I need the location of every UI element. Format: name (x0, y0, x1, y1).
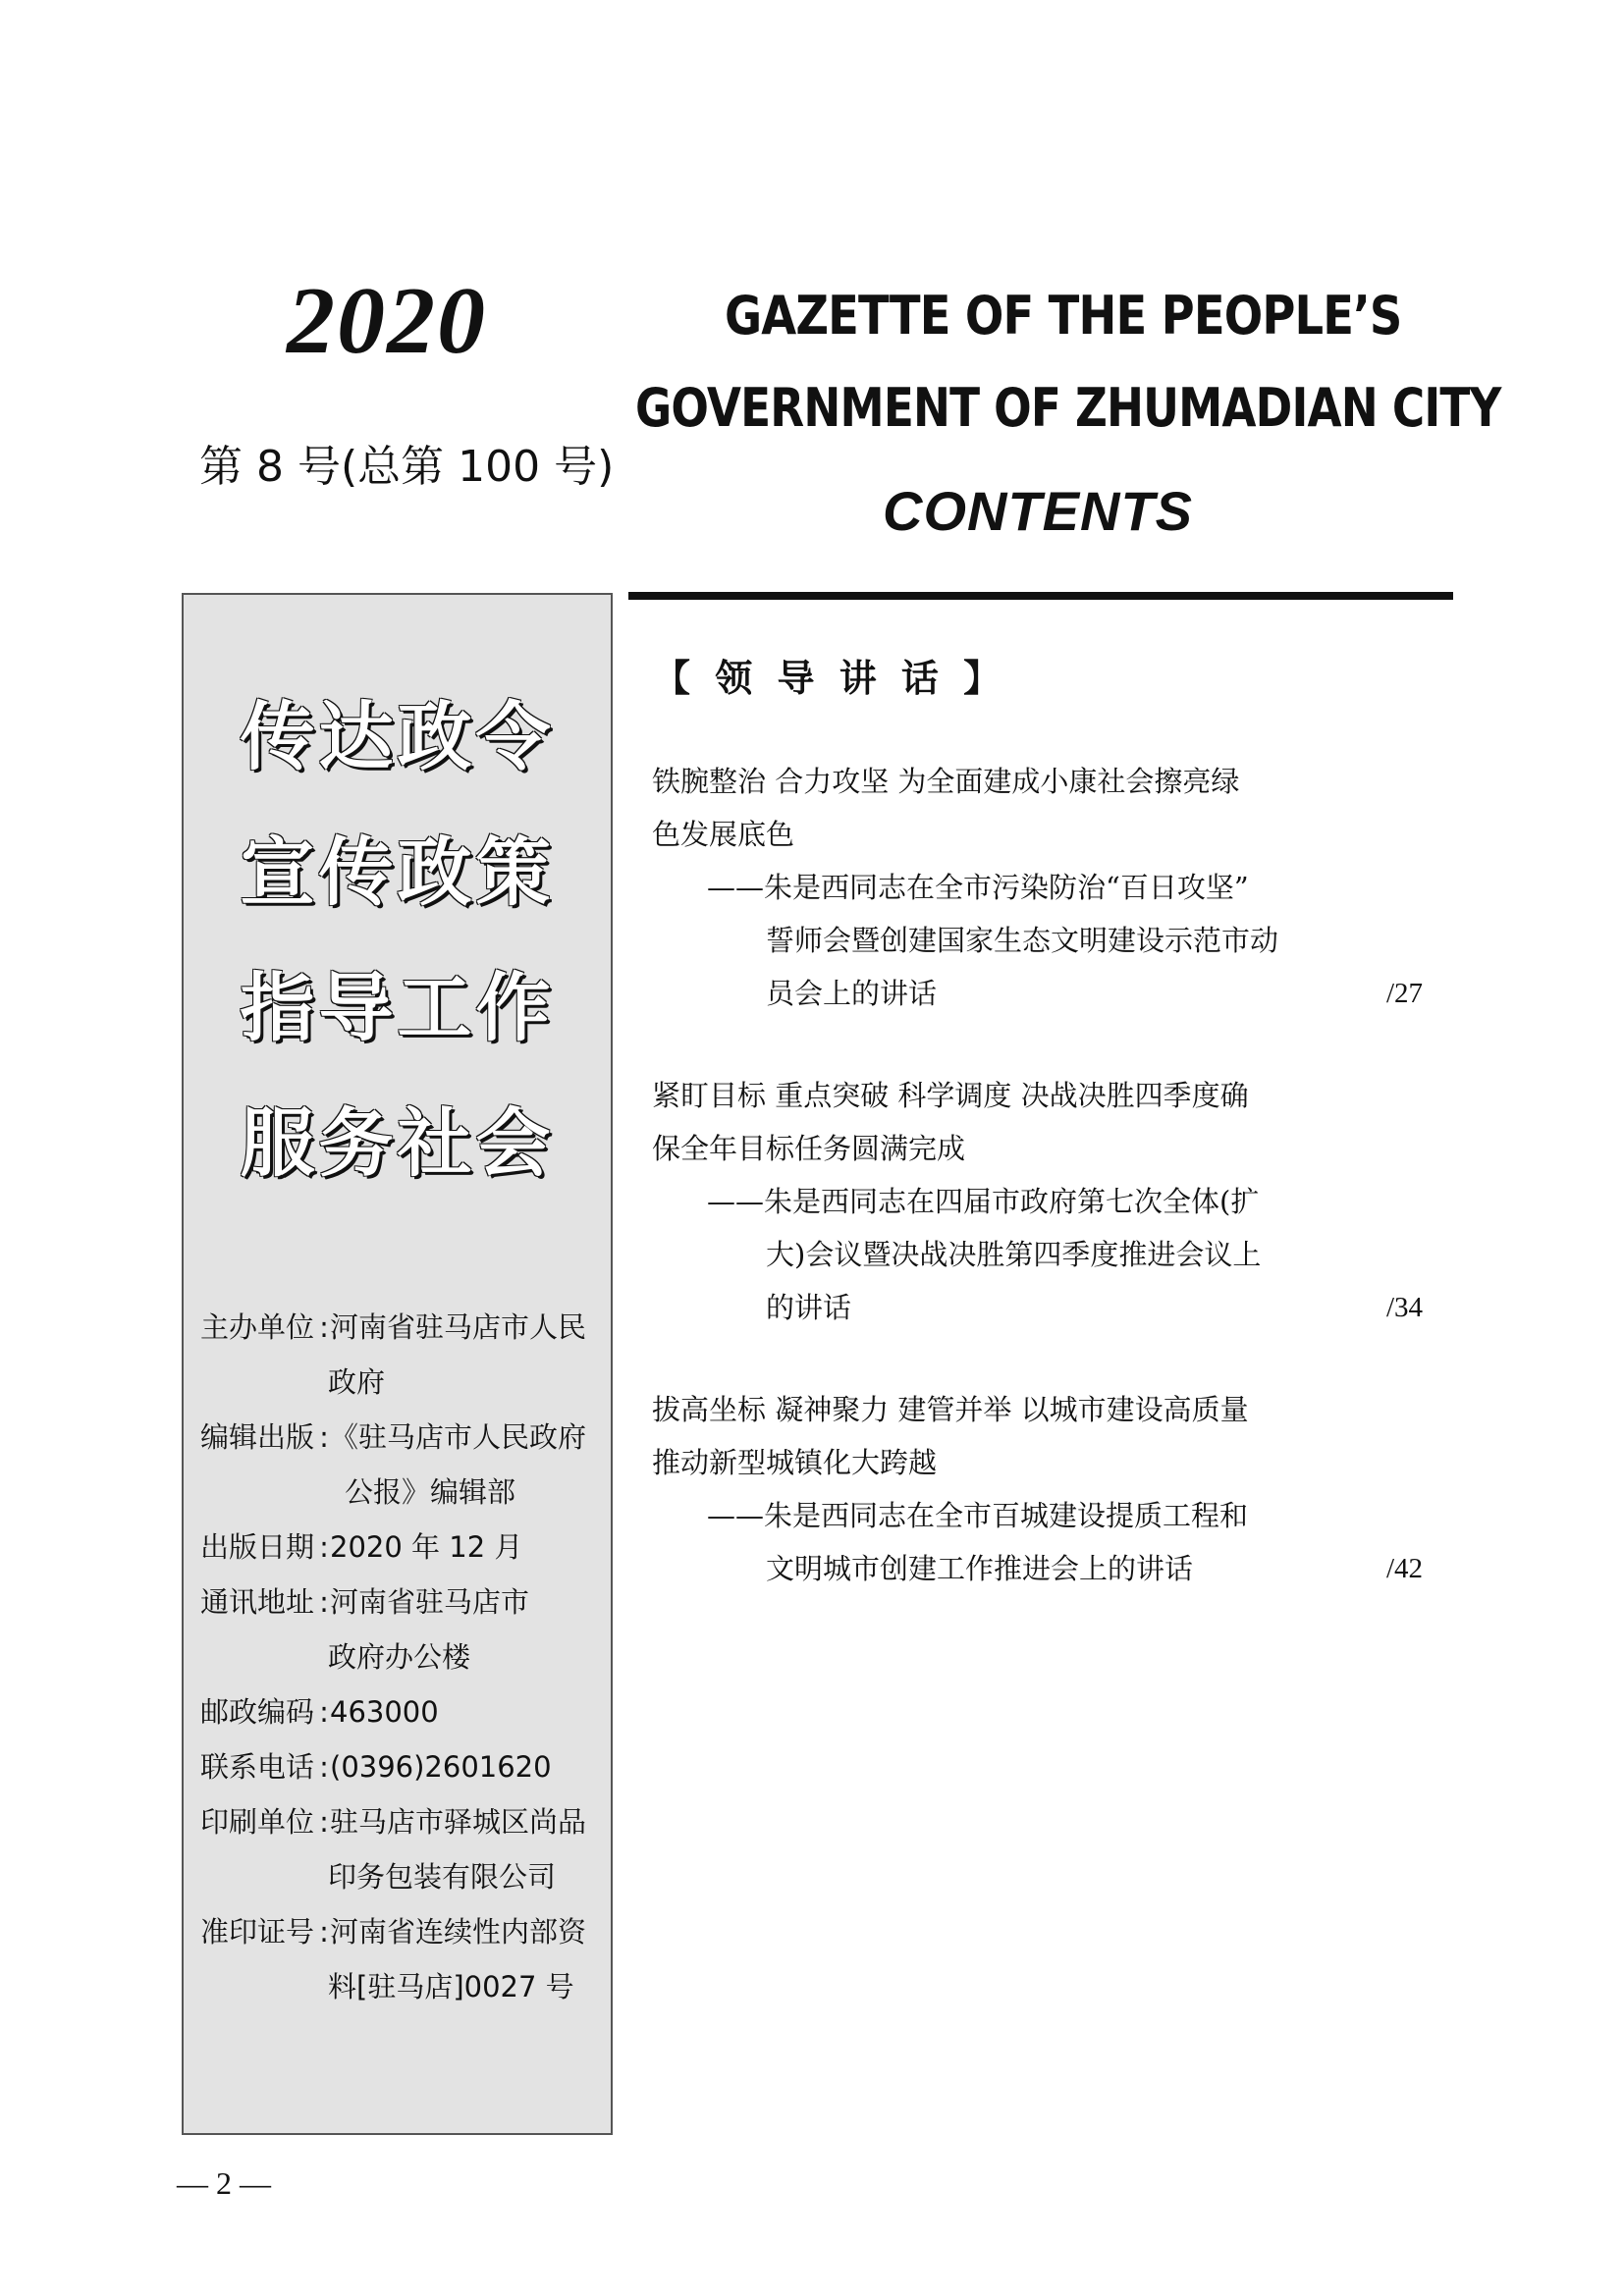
toc-entry-speaker: 大)会议暨决战决胜第四季度推进会议上 (766, 1238, 1262, 1271)
toc-entry-speaker: ——朱是西同志在全市百城建设提质工程和 (707, 1499, 1249, 1532)
toc-page-number[interactable]: /27 (1386, 978, 1424, 1009)
info-address: 通讯地址 :河南省驻马店市 (200, 1582, 529, 1622)
info-value-cont: 印务包装有限公司 (328, 1860, 557, 1894)
info-postcode: 邮政编码 :463000 (200, 1692, 439, 1732)
info-value-cont: 公报》编辑部 (345, 1475, 516, 1509)
info-phone: 联系电话 :(0396)2601620 (200, 1747, 552, 1787)
section-heading: 【 领 导 讲 话 】 (653, 657, 1007, 700)
info-publisher: 编辑出版 :《驻马店市人民政府 (200, 1417, 586, 1457)
toc-entry-title[interactable]: 紧盯目标 重点突破 科学调度 决战决胜四季度确 (652, 1079, 1249, 1112)
info-label: 准印证号 (200, 1915, 315, 1949)
toc-entry-title[interactable]: 保全年目标任务圆满完成 (652, 1132, 966, 1165)
info-label: 联系电话 (200, 1750, 315, 1784)
info-label: 出版日期 (200, 1530, 315, 1564)
info-value: 2020 年 12 月 (330, 1530, 523, 1564)
info-value: (0396)2601620 (330, 1750, 552, 1784)
info-printer: 印刷单位 :驻马店市驿城区尚品 (200, 1802, 586, 1842)
info-value: 河南省连续性内部资 (330, 1915, 587, 1949)
gazette-title-line-2: GOVERNMENT OF ZHUMADIAN CITY (635, 377, 1501, 439)
issue-number: 第 8 号(总第 100 号) (199, 442, 615, 492)
toc-entry-speaker: 员会上的讲话 (766, 977, 938, 1010)
toc-entry-title[interactable]: 推动新型城镇化大跨越 (652, 1446, 938, 1479)
info-date: 出版日期 :2020 年 12 月 (200, 1527, 522, 1567)
contents-heading: CONTENTS (883, 480, 1193, 542)
slogan-1: 传达政令 (240, 693, 555, 780)
info-value: 《驻马店市人民政府 (330, 1420, 587, 1454)
toc-page-number[interactable]: /34 (1386, 1292, 1424, 1323)
toc-entry-title[interactable]: 铁腕整治 合力攻坚 为全面建成小康社会擦亮绿 (652, 765, 1240, 798)
info-permit: 准印证号 :河南省连续性内部资 (200, 1912, 586, 1951)
info-value: 河南省驻马店市人民 (330, 1310, 587, 1344)
info-value-cont: 政府办公楼 (328, 1640, 471, 1674)
info-label: 印刷单位 (200, 1805, 315, 1839)
year-label: 2020 (287, 268, 487, 374)
slogan-3: 指导工作 (240, 964, 555, 1051)
toc-entry-speaker: ——朱是西同志在四届市政府第七次全体(扩 (707, 1185, 1260, 1218)
info-label: 邮政编码 (200, 1695, 315, 1729)
toc-entry-speaker: 誓师会暨创建国家生态文明建设示范市动 (766, 924, 1279, 957)
info-sponsor: 主办单位 :河南省驻马店市人民 (200, 1308, 586, 1347)
gazette-title-line-1: GAZETTE OF THE PEOPLE’S (725, 285, 1402, 347)
info-value: 河南省驻马店市 (330, 1585, 530, 1619)
slogan-2: 宣传政策 (240, 828, 555, 916)
toc-entry-title[interactable]: 色发展底色 (652, 818, 795, 851)
info-label: 主办单位 (200, 1310, 315, 1344)
header-rule (628, 592, 1453, 600)
footer-page-number: — 2 — (177, 2165, 271, 2201)
toc-entry-title[interactable]: 拔高坐标 凝神聚力 建管并举 以城市建设高质量 (652, 1393, 1249, 1426)
toc-entry-speaker: 的讲话 (766, 1291, 852, 1324)
info-value: 驻马店市驿城区尚品 (330, 1805, 587, 1839)
slogan-4: 服务社会 (240, 1099, 555, 1187)
info-label: 编辑出版 (200, 1420, 315, 1454)
info-value-cont: 料[驻马店]0027 号 (328, 1970, 574, 2003)
toc-entry-speaker: 文明城市创建工作推进会上的讲话 (766, 1552, 1194, 1585)
sidebar-panel (182, 593, 613, 2135)
toc-page-number[interactable]: /42 (1386, 1553, 1424, 1584)
info-value-cont: 政府 (328, 1365, 386, 1399)
info-label: 通讯地址 (200, 1585, 315, 1619)
toc-entry-speaker: ——朱是西同志在全市污染防治“百日攻坚” (707, 871, 1249, 904)
info-value: 463000 (330, 1695, 439, 1729)
